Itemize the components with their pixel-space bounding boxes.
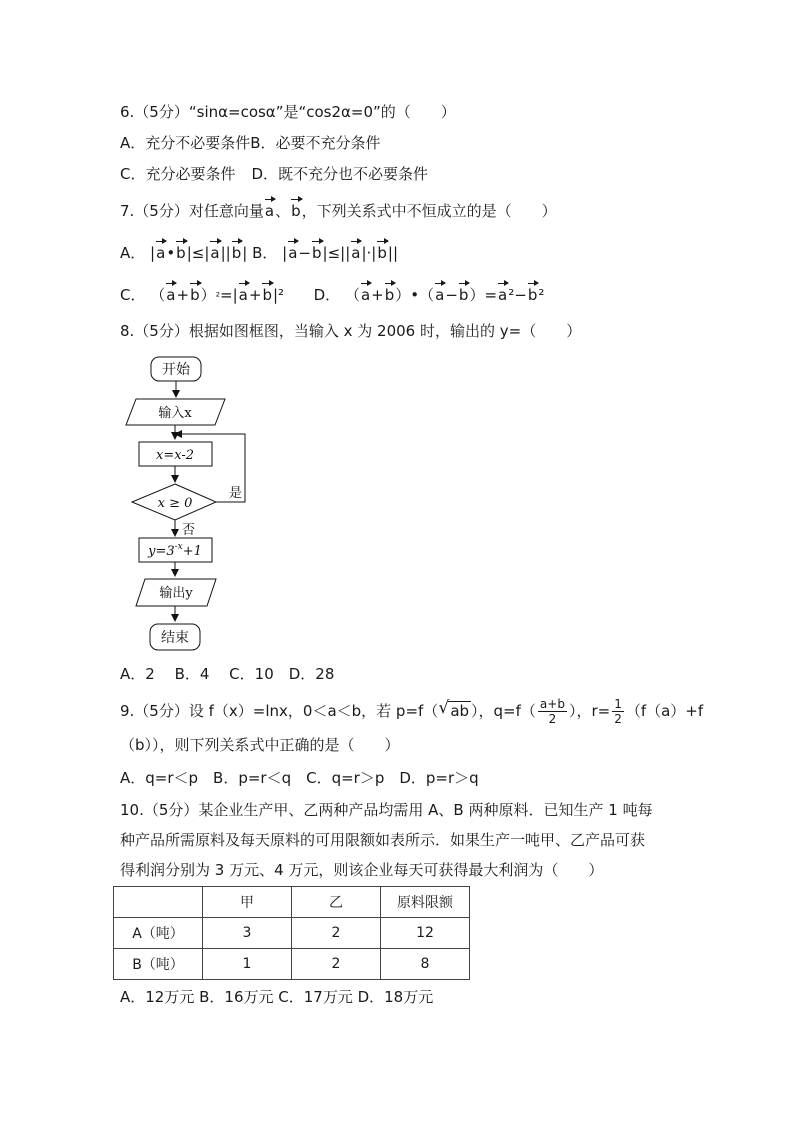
q10-line1: 10.（5分）某企业生产甲、乙两种产品均需用 A、B 两种原料．已知生产 1 吨每 bbox=[120, 801, 653, 819]
q7-option-c-label: C． bbox=[120, 286, 146, 304]
table-cell: 2 bbox=[292, 918, 381, 949]
table-header-cell: 甲 bbox=[203, 887, 292, 918]
table-cell: 12 bbox=[381, 918, 470, 949]
q7-option-d-label: D． bbox=[313, 286, 341, 304]
q10-line3: 得利润分别为 3 万元、4 万元，则该企业每天可获得最大利润为（ ） bbox=[120, 861, 604, 879]
q8-stem: 8.（5分）根据如图框图，当输入 x 为 2006 时，输出的 y=（ ） bbox=[120, 322, 582, 340]
q9-sqrt-arg: ab bbox=[450, 702, 470, 720]
table-header-row bbox=[114, 887, 470, 918]
table-cell: 8 bbox=[381, 949, 470, 980]
vector-a: a bbox=[264, 202, 275, 220]
flowchart bbox=[118, 354, 258, 654]
q6-options-ab bbox=[120, 133, 381, 153]
q7-stem-post: ，下列关系式中不恒成立的是（ ） bbox=[301, 202, 557, 220]
table-header-cell bbox=[114, 887, 203, 918]
q8-options: A．2 B．4 C．10 D．28 bbox=[120, 665, 335, 683]
table-cell: 2 bbox=[292, 949, 381, 980]
table-row bbox=[114, 949, 470, 980]
q9-stem-c: ），r= bbox=[568, 702, 611, 720]
flow-input-text: 输入x bbox=[158, 406, 192, 421]
q9-sqrt: √ ab bbox=[438, 698, 470, 720]
q9-frac-num: a+b bbox=[539, 697, 565, 711]
table-cell: 3 bbox=[203, 918, 292, 949]
q10-table bbox=[113, 886, 470, 980]
q7-stem-pre: 7.（5分）对任意向量 bbox=[120, 202, 264, 220]
q9-stem-d: （f（a）+f bbox=[625, 702, 704, 720]
table-header-cell: 乙 bbox=[292, 887, 381, 918]
q6-stem: 6.（5分）“sinα=cosα”是“cos2α=0”的（ ） bbox=[120, 103, 456, 121]
q7-option-a-label: A． bbox=[120, 244, 146, 262]
table-row bbox=[114, 918, 470, 949]
q10-options: A．12万元 B．16万元 C．17万元 D．18万元 bbox=[120, 988, 434, 1006]
q9-frac-den: 2 bbox=[548, 712, 557, 726]
q7-stem bbox=[120, 201, 557, 221]
table-header-cell: 原料限额 bbox=[381, 887, 470, 918]
q7-option-d-expr: （a+b）•（a−b）=a²−b² bbox=[344, 286, 545, 304]
q6-option-b: B．必要不充分条件 bbox=[250, 134, 381, 152]
flow-formula-text: $y=3^{-x}+1$ bbox=[148, 542, 202, 559]
flow-yes-label: 是 bbox=[229, 486, 243, 501]
q6-option-c: C．充分必要条件 bbox=[120, 165, 236, 183]
q7-option-b-label: B． bbox=[252, 244, 278, 262]
table-cell: A（吨） bbox=[114, 918, 203, 949]
q9-options: A．q=r＜p B．p=r＜q C．q=r＞p D．p=r＞q bbox=[120, 769, 479, 787]
q6-option-d: D．既不充分也不必要条件 bbox=[251, 165, 429, 183]
q7-options-cd bbox=[120, 285, 544, 307]
q9-r-den: 2 bbox=[614, 712, 622, 726]
q7-option-c-expr: （a+b）²=|a+b|² bbox=[150, 286, 285, 304]
flow-no-label: 否 bbox=[182, 523, 196, 538]
table-cell: B（吨） bbox=[114, 949, 203, 980]
flow-condition-text: x ≥ 0 bbox=[157, 496, 193, 511]
q7-option-a-expr: |a•b|≤|a||b| bbox=[150, 244, 248, 262]
q9-r-num: 1 bbox=[614, 697, 622, 711]
flow-output-text: 输出y bbox=[159, 586, 193, 601]
q7-options-ab bbox=[120, 243, 398, 263]
vector-b: b bbox=[291, 202, 301, 220]
flow-assign-text: x=x-2 bbox=[156, 448, 194, 463]
flow-start-text: 开始 bbox=[162, 362, 190, 378]
q9-stem-a: 9.（5分）设 f（x）=lnx，0＜a＜b，若 p=f（ bbox=[120, 702, 439, 720]
q6-options-cd bbox=[120, 164, 428, 184]
q9-frac-q bbox=[538, 697, 567, 726]
table-cell: 1 bbox=[203, 949, 292, 980]
q7-option-b-expr: |a−b|≤||a|·|b|| bbox=[282, 244, 398, 262]
q9-stem-b: ），q=f（ bbox=[471, 702, 536, 720]
flow-end-text: 结束 bbox=[161, 630, 189, 646]
q6-option-a: A．充分不必要条件 bbox=[120, 134, 251, 152]
q9-stem-cont: （b）），则下列关系式中正确的是（ ） bbox=[120, 736, 400, 754]
q9-frac-r bbox=[612, 697, 624, 726]
q9-stem bbox=[120, 697, 703, 726]
q7-sep: 、 bbox=[275, 202, 291, 220]
q10-line2: 种产品所需原料及每天原料的可用限额如表所示．如果生产一吨甲、乙产品可获 bbox=[120, 831, 646, 849]
